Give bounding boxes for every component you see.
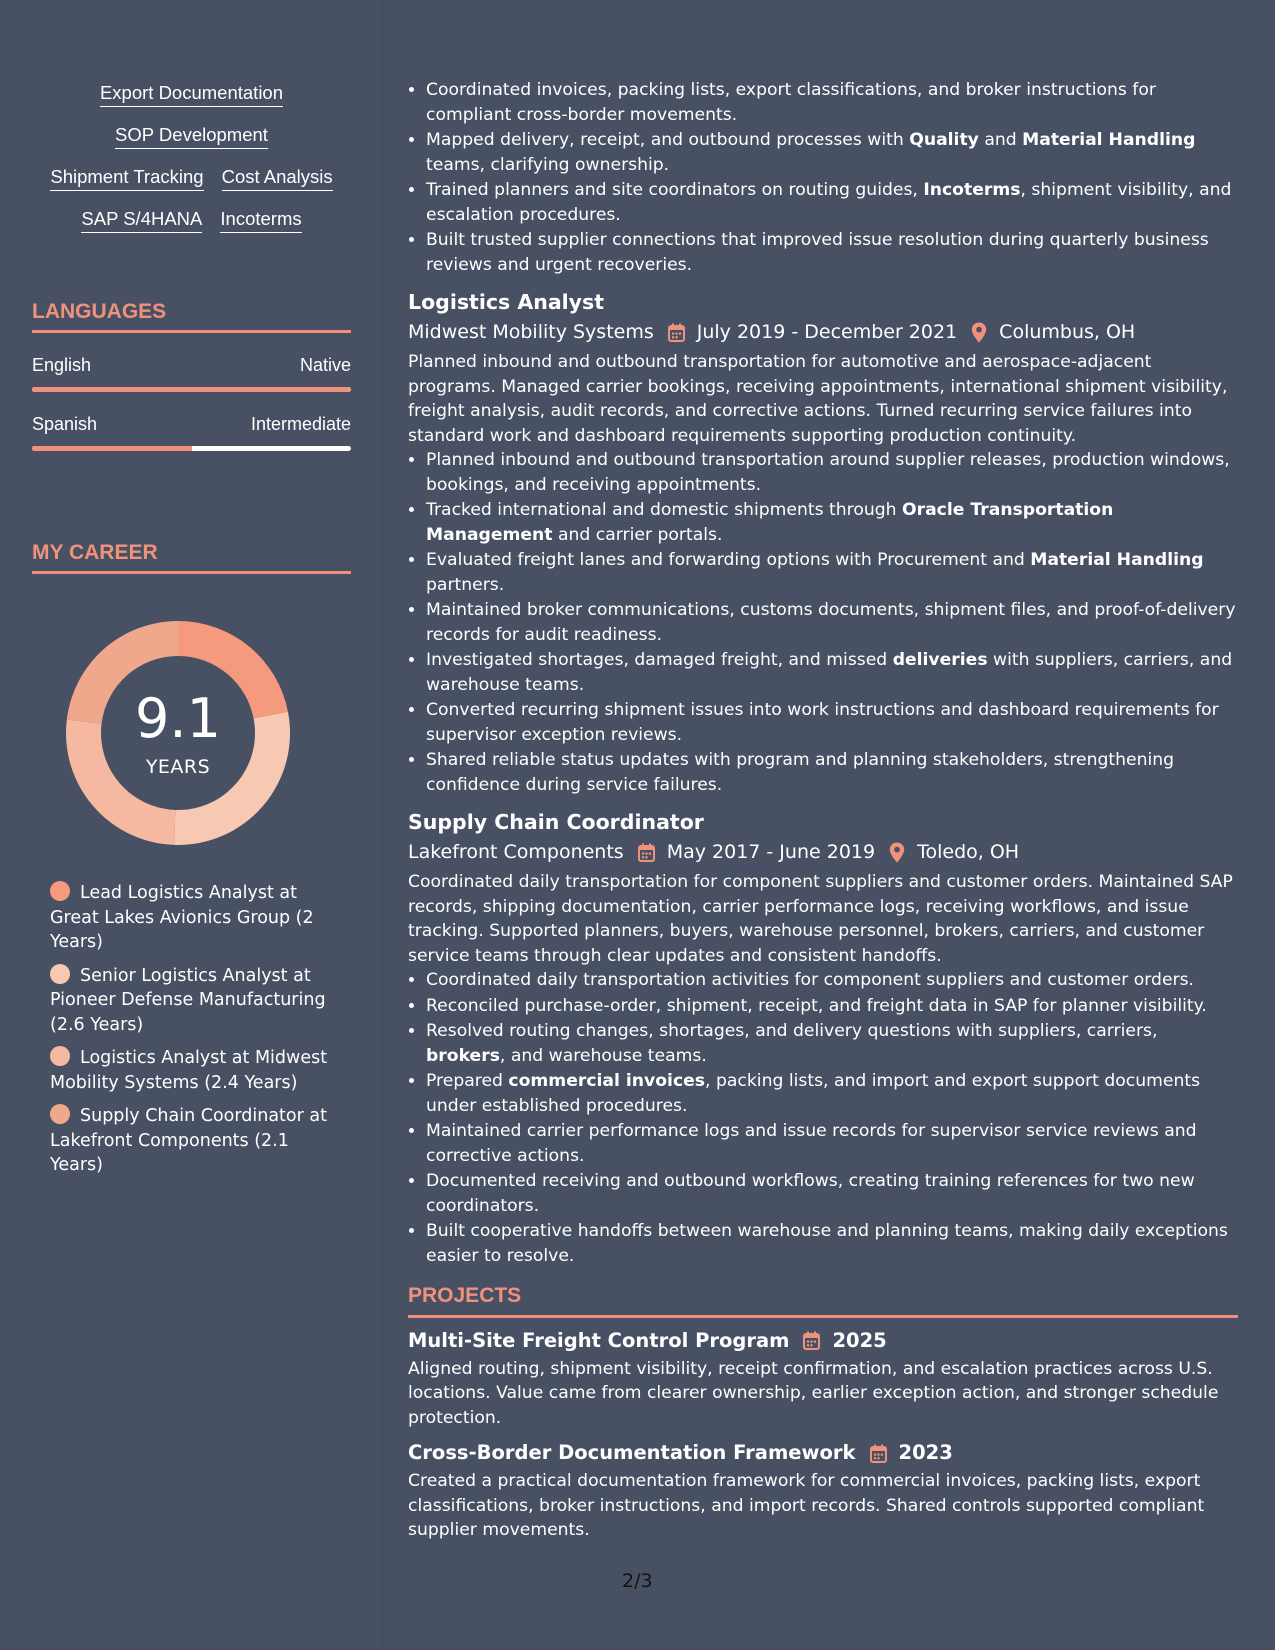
- map-pin-icon: [971, 322, 987, 343]
- experience-bullet: [426, 748, 1238, 797]
- bullet-emphasis: commercial invoices: [508, 1071, 706, 1091]
- project-header: [408, 1439, 1238, 1467]
- legend-label: Lead Logistics Analyst at Great Lakes Avionics Group (2 Years): [50, 883, 314, 952]
- career-heading: MY CAREER: [32, 541, 351, 574]
- project-entry: [408, 1439, 1238, 1543]
- project-name: Cross-Border Documentation Framework: [408, 1441, 856, 1464]
- career-legend-item: [50, 1046, 340, 1095]
- bullet-emphasis: Quality: [909, 130, 979, 150]
- bullet-emphasis: Material Handling: [1022, 130, 1196, 150]
- language-level: Intermediate: [250, 414, 351, 434]
- experience-bullet: [426, 548, 1238, 597]
- calendar-icon: [638, 843, 655, 862]
- bullet-text: Coordinated invoices, packing lists, export classifications, and broker instructions for compliant cross-border movements.: [426, 80, 1156, 125]
- job-location: Toledo, OH: [917, 841, 1020, 863]
- skill-tag: SOP Development: [115, 124, 268, 149]
- bullet-emphasis: Oracle Transportation Management: [426, 500, 1114, 545]
- experience-bullet: [426, 994, 1238, 1019]
- language-item: [32, 355, 351, 392]
- bullet-text: and: [978, 130, 1023, 150]
- career-legend: [50, 881, 340, 1187]
- calendar-icon: [668, 323, 685, 342]
- legend-dot: [50, 1046, 70, 1066]
- bullet-text: Maintained carrier performance logs and issue records for supervisor service reviews and corrective actions.: [426, 1121, 1197, 1166]
- page-number: 2/3: [622, 1570, 653, 1592]
- skill-tag: Incoterms: [220, 208, 301, 233]
- bullet-text: Resolved routing changes, shortages, and delivery questions with suppliers, carriers,: [426, 1021, 1158, 1041]
- language-name: Spanish: [32, 414, 98, 434]
- experience-bullet: [426, 78, 1238, 127]
- skill-tag: Export Documentation: [100, 82, 283, 107]
- legend-dot: [50, 1104, 70, 1124]
- skill-row: [32, 124, 351, 149]
- job-meta: [408, 318, 1238, 346]
- bullet-text: Shared reliable status updates with program and planning stakeholders, strengthening confidence during service failures.: [426, 750, 1175, 795]
- company-name: Midwest Mobility Systems: [408, 321, 654, 343]
- project-year: 2023: [898, 1441, 953, 1464]
- bullet-text: Documented receiving and outbound workflows, creating training references for two new coordinators.: [426, 1171, 1195, 1216]
- bullet-text: and carrier portals.: [552, 524, 723, 545]
- bullet-emphasis: Incoterms: [923, 180, 1021, 200]
- experience-bullet: [426, 1169, 1238, 1218]
- calendar-icon: [803, 1331, 820, 1350]
- bullet-text: Mapped delivery, receipt, and outbound processes with: [426, 130, 910, 150]
- experience-bullet: [426, 1119, 1238, 1168]
- total-years-value: 9.1: [135, 687, 221, 750]
- bullet-emphasis: Material Handling: [1030, 550, 1204, 570]
- job-bullets: [408, 448, 1238, 797]
- bullet-emphasis: deliveries: [892, 650, 988, 670]
- main-content: [408, 78, 1238, 1543]
- previous-job-bullets: [408, 78, 1238, 277]
- project-entry: [408, 1327, 1238, 1431]
- project-description: Aligned routing, shipment visibility, receipt confirmation, and escalation practices across U.S. locations. Value came from clearer ownership, earlier exception action, and stronger schedule protection.: [408, 1358, 1219, 1428]
- project-name: Multi-Site Freight Control Program: [408, 1328, 790, 1352]
- career-legend-item: [50, 964, 340, 1038]
- experience-bullet: [426, 1019, 1238, 1068]
- language-name: English: [32, 355, 92, 375]
- legend-label: Senior Logistics Analyst at Pioneer Defense Manufacturing (2.6 Years): [50, 965, 326, 1035]
- career-legend-item: [50, 1104, 340, 1178]
- job-title: Logistics Analyst: [408, 290, 605, 314]
- bullet-text: , packing lists, and import and export support documents under established procedures.: [426, 1071, 1201, 1116]
- legend-label: Supply Chain Coordinator at Lakefront Components (2.1 Years): [50, 1106, 327, 1175]
- language-proficiency-fill: [32, 387, 351, 392]
- experience-entry: [408, 288, 1238, 797]
- bullet-text: Reconciled purchase-order, shipment, receipt, and freight data in SAP for planner visibility.: [426, 995, 1207, 1016]
- bullet-text: Maintained broker communications, customs documents, shipment files, and proof-of-delivery records for audit readiness.: [426, 600, 1236, 645]
- bullet-text: Tracked international and domestic shipments through: [426, 500, 902, 520]
- bullet-text: Prepared: [426, 1071, 509, 1091]
- total-years-unit: YEARS: [145, 756, 211, 778]
- language-proficiency-fill: [32, 446, 192, 451]
- column-divider: [382, 0, 383, 1650]
- project-header: [408, 1327, 1238, 1355]
- company-name: Lakefront Components: [408, 841, 624, 863]
- project-description: Created a practical documentation framework for commercial invoices, packing lists, export classifications, broker instructions, and import records. Shared controls supported compliant supplier movements.: [408, 1471, 1205, 1540]
- legend-dot: [50, 964, 70, 984]
- legend-dot: [50, 881, 70, 901]
- experience-bullet: [426, 698, 1238, 747]
- bullet-text: Coordinated daily transportation activities for component suppliers and customer orders.: [426, 970, 1195, 990]
- skills-list: [32, 82, 351, 250]
- career-donut-chart: [66, 621, 290, 845]
- bullet-text: teams, clarifying ownership.: [426, 154, 670, 175]
- experience-bullet: [426, 598, 1238, 647]
- job-dates: May 2017 - June 2019: [666, 841, 876, 863]
- job-location: Columbus, OH: [999, 321, 1136, 343]
- map-pin-icon: [889, 842, 905, 863]
- bullet-text: , shipment visibility, and escalation procedures.: [426, 180, 1232, 225]
- bullet-text: partners.: [426, 574, 505, 595]
- language-row: [32, 414, 351, 435]
- language-proficiency-bar: [32, 446, 351, 451]
- bullet-text: Planned inbound and outbound transportation around supplier releases, production windows, bookings, and receiving appointments.: [426, 450, 1230, 495]
- skill-tag: Cost Analysis: [222, 166, 333, 191]
- bullet-text: Trained planners and site coordinators on routing guides,: [426, 180, 924, 200]
- experience-bullet: [426, 1219, 1238, 1268]
- donut-center: [66, 621, 290, 845]
- languages-section: [32, 300, 351, 451]
- languages-list: [32, 355, 351, 451]
- experience-bullet: [426, 648, 1238, 697]
- legend-label: Logistics Analyst at Midwest Mobility Systems (2.4 Years): [50, 1048, 328, 1093]
- bullet-emphasis: brokers: [426, 1045, 500, 1066]
- experience-bullet: [426, 968, 1238, 993]
- language-proficiency-bar: [32, 387, 351, 392]
- experience-bullet: [426, 178, 1238, 227]
- projects-list: [408, 1327, 1238, 1543]
- job-title: Supply Chain Coordinator: [408, 810, 704, 834]
- career-legend-item: [50, 881, 340, 955]
- skill-tag: Shipment Tracking: [50, 166, 203, 191]
- language-row: [32, 355, 351, 376]
- experience-list: [408, 288, 1238, 1268]
- language-level: Native: [299, 355, 351, 375]
- job-description: Coordinated daily transportation for component suppliers and customer orders. Maintained SAP records, shipping documentation, carrier performance logs, receiving workflows, and issue tracking. Supported planners, buyers, warehouse personnel, brokers, carriers, and customer service teams through clear updates and consistent handoffs.: [408, 872, 1233, 966]
- job-dates: July 2019 - December 2021: [696, 321, 958, 343]
- projects-heading: PROJECTS: [408, 1284, 1238, 1318]
- calendar-icon: [870, 1444, 887, 1463]
- skill-row: [32, 208, 351, 233]
- experience-bullet: [426, 228, 1238, 277]
- bullet-text: Built cooperative handoffs between warehouse and planning teams, making daily exceptions easier to resolve.: [426, 1221, 1228, 1266]
- bullet-text: Investigated shortages, damaged freight, and missed: [426, 650, 893, 670]
- bullet-text: Evaluated freight lanes and forwarding options with Procurement and: [426, 550, 1031, 570]
- bullet-text: , and warehouse teams.: [499, 1045, 707, 1066]
- career-section: [32, 541, 351, 1175]
- bullet-text: Built trusted supplier connections that improved issue resolution during quarterly business reviews and urgent recoveries.: [426, 230, 1209, 275]
- skill-row: [32, 166, 351, 191]
- bullet-text: Converted recurring shipment issues into work instructions and dashboard requirements for supervisor exception reviews.: [426, 700, 1219, 745]
- job-meta: [408, 838, 1238, 866]
- job-bullets: [408, 968, 1238, 1268]
- experience-bullet: [426, 498, 1238, 547]
- bullet-text: with suppliers, carriers, and warehouse teams.: [426, 650, 1233, 695]
- experience-bullet: [426, 128, 1238, 177]
- job-description: Planned inbound and outbound transportation for automotive and aerospace-adjacent programs. Managed carrier bookings, receiving appointments, international shipment visibility, freight analysis, audit records, and corrective actions. Turned recurring service failures into standard work and dashboard requirements supporting production continuity.: [408, 352, 1228, 446]
- experience-bullet: [426, 1069, 1238, 1118]
- skill-row: [32, 82, 351, 107]
- project-year: 2025: [832, 1328, 887, 1352]
- languages-heading: LANGUAGES: [32, 300, 351, 333]
- experience-bullet: [426, 448, 1238, 497]
- language-item: [32, 414, 351, 451]
- experience-entry: [408, 808, 1238, 1268]
- skill-tag: SAP S/4HANA: [81, 208, 202, 233]
